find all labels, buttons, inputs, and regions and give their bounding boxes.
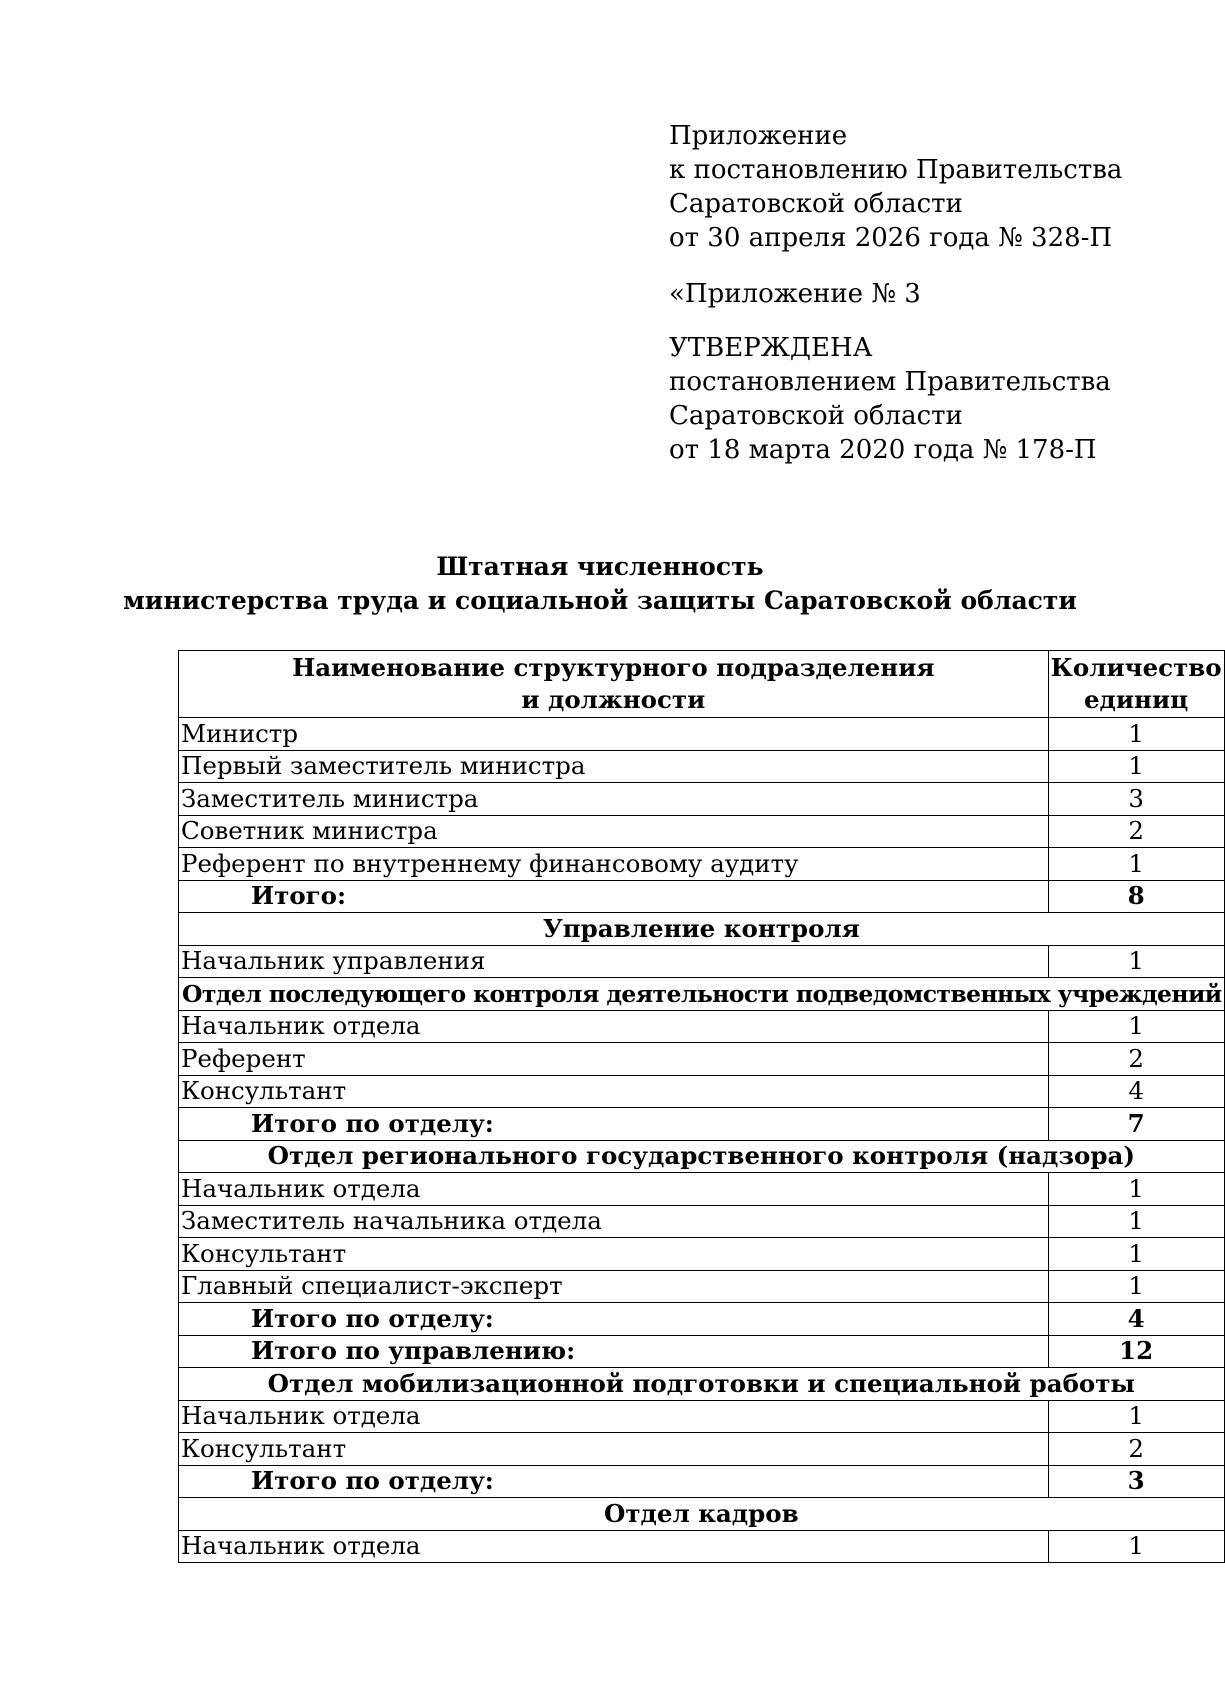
position-name: Консультант [179,1238,1049,1271]
position-qty: 1 [1048,1270,1224,1303]
position-qty: 2 [1048,1433,1224,1466]
section-title: Отдел мобилизационной подготовки и специальной работы [179,1368,1225,1401]
total-row [179,880,1225,913]
table-row [179,1043,1225,1076]
approved-line: УТВЕРЖДЕНА [669,333,873,363]
position-name: Заместитель министра [179,783,1049,816]
section-row [179,1498,1225,1531]
total-qty: 3 [1048,1465,1224,1498]
section-title: Отдел регионального государственного контроля (надзора) [179,1140,1225,1173]
section-title: Отдел последующего контроля деятельности подведомственных учреждений [179,978,1225,1011]
position-name: Первый заместитель министра [179,750,1049,783]
appendix-number: «Приложение № 3 [669,279,921,309]
position-name: Начальник отдела [179,1173,1049,1206]
total-label: Итого по отделу: [179,1465,1049,1498]
section-row [179,1140,1225,1173]
total-label: Итого по отделу: [179,1303,1049,1336]
position-name: Заместитель начальника отдела [179,1205,1049,1238]
position-name: Министр [179,718,1049,751]
table-row [179,1433,1225,1466]
total-label: Итого по отделу: [179,1108,1049,1141]
table-header-row [179,651,1225,718]
appendix-block [669,119,1169,467]
position-name: Начальник отдела [179,1400,1049,1433]
appendix-line: Приложение [669,121,848,151]
position-name: Начальник отдела [179,1010,1049,1043]
position-qty: 1 [1048,1400,1224,1433]
position-name: Начальник отдела [179,1530,1049,1563]
approved-line: постановлением Правительства [669,367,1111,397]
total-qty: 7 [1048,1108,1224,1141]
header-qty-line: единиц [1083,685,1189,714]
section-title: Управление контроля [179,913,1225,946]
position-qty: 1 [1048,848,1224,881]
total-qty: 12 [1048,1335,1224,1368]
total-row [179,1335,1225,1368]
section-row [179,913,1225,946]
position-name: Консультант [179,1433,1049,1466]
position-qty: 1 [1048,1530,1224,1563]
position-name: Начальник управления [179,945,1049,978]
position-qty: 1 [1048,718,1224,751]
appendix-line: Саратовской области [669,189,963,219]
appendix-line: от 30 апреля 2026 года № 328-П [669,223,1113,253]
table-row [179,1400,1225,1433]
total-row [179,1465,1225,1498]
table-row [179,815,1225,848]
position-name: Референт [179,1043,1049,1076]
section-title: Отдел кадров [179,1498,1225,1531]
table-row [179,1205,1225,1238]
position-qty: 4 [1048,1075,1224,1108]
header-name-line: Наименование структурного подразделения [292,653,935,682]
table-row [179,718,1225,751]
section-row [179,978,1225,1011]
table-row [179,783,1225,816]
total-row [179,1303,1225,1336]
total-qty: 4 [1048,1303,1224,1336]
header-qty [1048,651,1224,718]
table-row [179,945,1225,978]
position-qty: 2 [1048,815,1224,848]
title-line: Штатная численность [436,552,764,581]
position-qty: 1 [1048,750,1224,783]
table-row [179,1270,1225,1303]
table-row [179,1173,1225,1206]
position-qty: 1 [1048,945,1224,978]
title-line: министерства труда и социальной защиты Саратовской области [123,586,1077,615]
position-name: Консультант [179,1075,1049,1108]
header-name-line: и должности [521,685,706,714]
table-row [179,848,1225,881]
header-qty-line: Количество [1050,653,1222,682]
table-row [179,1075,1225,1108]
total-qty: 8 [1048,880,1224,913]
document-title [0,550,1200,618]
approved-line: от 18 марта 2020 года № 178-П [669,435,1097,465]
table-row [179,1010,1225,1043]
header-name [179,651,1049,718]
position-qty: 1 [1048,1010,1224,1043]
position-name: Главный специалист-эксперт [179,1270,1049,1303]
total-row [179,1108,1225,1141]
position-qty: 1 [1048,1173,1224,1206]
total-label: Итого: [179,880,1049,913]
position-qty: 1 [1048,1205,1224,1238]
total-label: Итого по управлению: [179,1335,1049,1368]
position-name: Референт по внутреннему финансовому аудиту [179,848,1049,881]
table-row [179,1530,1225,1563]
position-name: Советник министра [179,815,1049,848]
position-qty: 3 [1048,783,1224,816]
appendix-line: к постановлению Правительства [669,155,1123,185]
position-qty: 2 [1048,1043,1224,1076]
approved-line: Саратовской области [669,401,963,431]
section-row [179,1368,1225,1401]
position-qty: 1 [1048,1238,1224,1271]
staff-table [178,650,1225,1563]
table-row [179,750,1225,783]
table-row [179,1238,1225,1271]
